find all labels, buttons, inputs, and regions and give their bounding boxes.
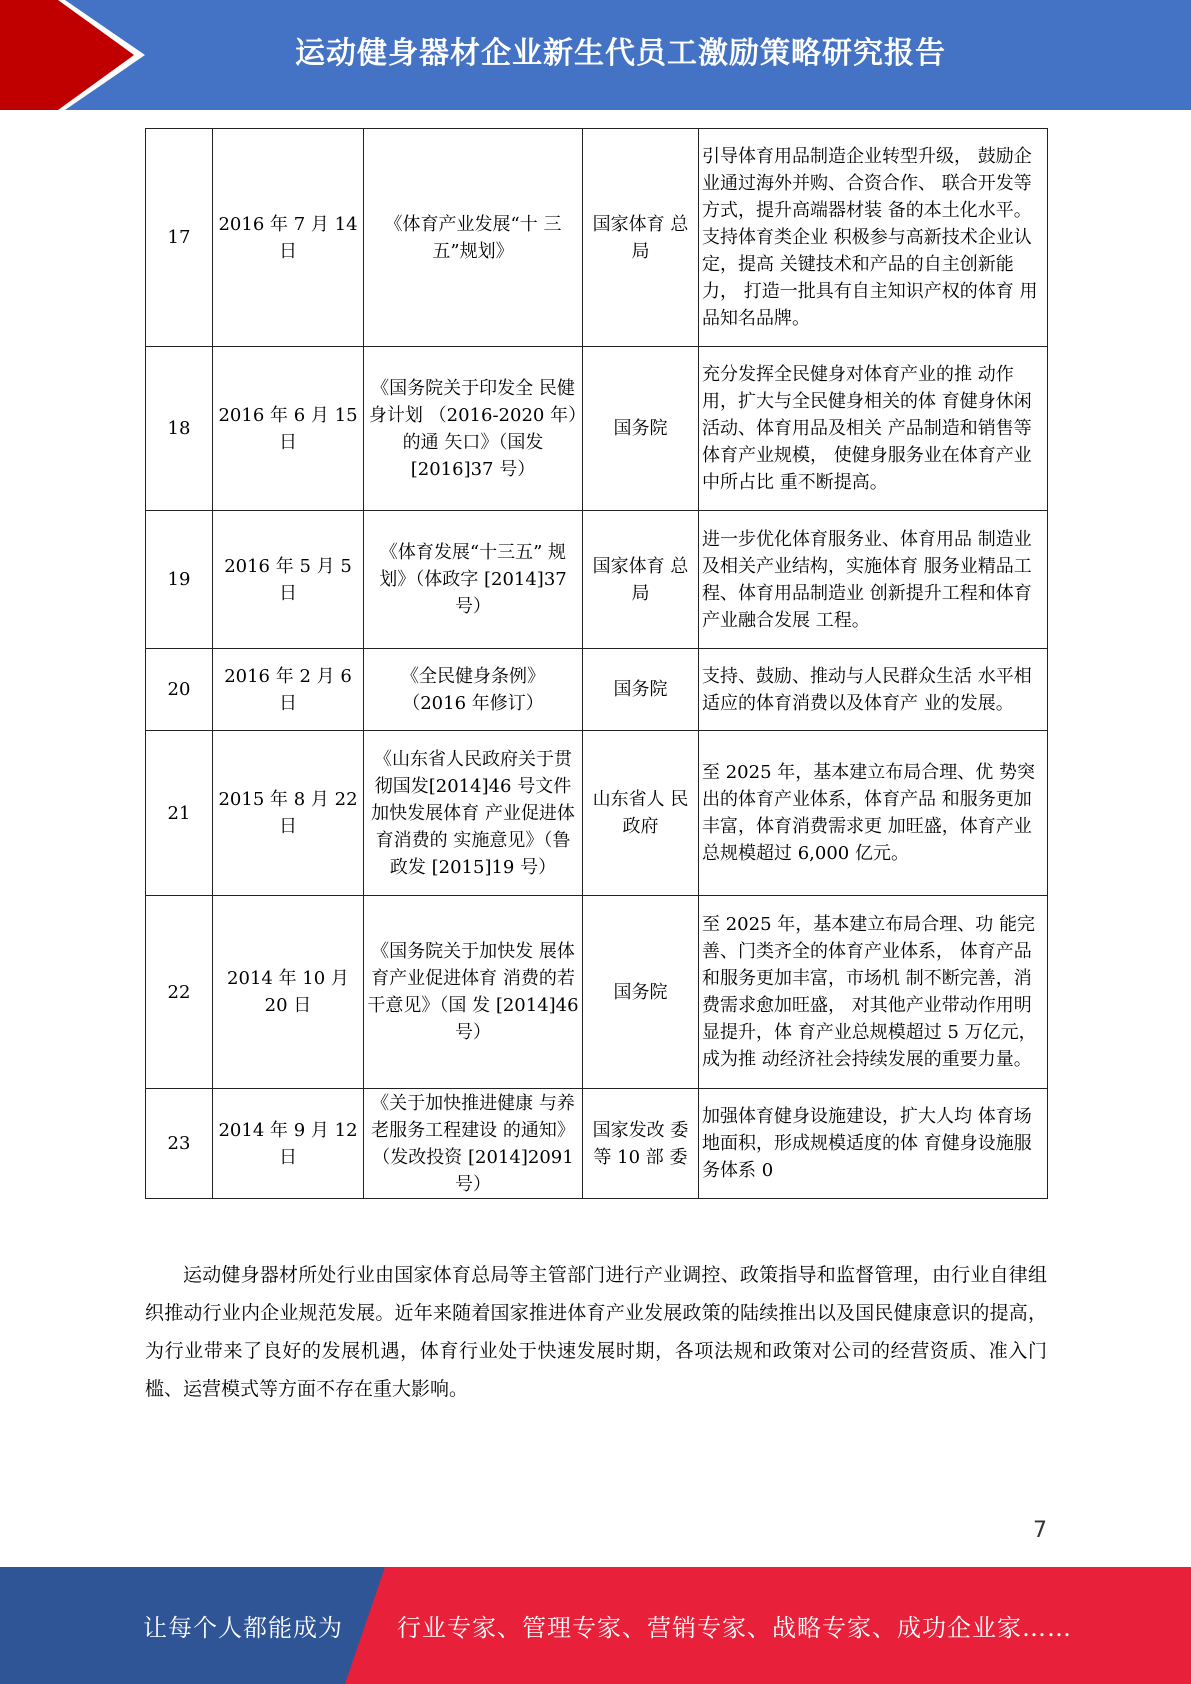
policy-content: 至 2025 年，基本建立布局合理、功 能完善、门类齐全的体育产业体系， 体育产品和服务更加丰富，市场机 制不断完善，消费需求愈加旺盛， 对其他产业带动作用明显提升，体 育产业总规模超过 5 万亿元，成为推 动经济社会持续发展的重要力量。 bbox=[699, 896, 1048, 1089]
policy-document: 《国务院关于加快发 展体育产业促进体育 消费的若干意见》（国 发 [2014]46 号） bbox=[364, 896, 583, 1089]
page-number: 7 bbox=[1033, 1518, 1047, 1543]
issuing-agency: 国家体育 总局 bbox=[583, 511, 699, 649]
row-number: 23 bbox=[146, 1089, 213, 1199]
issue-date: 2016 年 5 月 5 日 bbox=[213, 511, 364, 649]
header-banner bbox=[0, 0, 1191, 110]
issuing-agency: 山东省人 民政府 bbox=[583, 731, 699, 896]
policy-content: 加强体育健身设施建设，扩大人均 体育场地面积，形成规模适度的体 育健身设施服务体系 0 bbox=[699, 1089, 1048, 1199]
table-row bbox=[146, 1089, 1048, 1199]
issue-date: 2014 年 9 月 12 日 bbox=[213, 1089, 364, 1199]
policy-content: 至 2025 年，基本建立布局合理、优 势突出的体育产业体系，体育产品 和服务更加丰富，体育消费需求更 加旺盛，体育产业总规模超过 6,000 亿元。 bbox=[699, 731, 1048, 896]
policy-content: 支持、鼓励、推动与人民群众生活 水平相适应的体育消费以及体育产 业的发展。 bbox=[699, 649, 1048, 731]
policy-document: 《山东省人民政府关于贯彻国发[2014]46 号文件加快发展体育 产业促进体育消费的 实施意见》（鲁政发 [2015]19 号） bbox=[364, 731, 583, 896]
body-paragraph: 运动健身器材所处行业由国家体育总局等主管部门进行产业调控、政策指导和监督管理，由行业自律组织推动行业内企业规范发展。近年来随着国家推进体育产业发展政策的陆续推出以及国民健康意识的提高，为行业带来了良好的发展机遇，体育行业处于快速发展时期，各项法规和政策对公司的经营资质、准入门槛、运营模式等方面不存在重大影响。 bbox=[145, 1264, 1047, 1400]
issuing-agency: 国家体育 总局 bbox=[583, 129, 699, 347]
table-row bbox=[146, 347, 1048, 511]
policy-document: 《全民健身条例》 （2016 年修订） bbox=[364, 649, 583, 731]
policy-document: 《体育产业发展“十 三五”规划》 bbox=[364, 129, 583, 347]
issuing-agency: 国务院 bbox=[583, 896, 699, 1089]
issue-date: 2016 年 6 月 15 日 bbox=[213, 347, 364, 511]
report-title: 运动健身器材企业新生代员工激励策略研究报告 bbox=[295, 36, 946, 71]
policy-content: 充分发挥全民健身对体育产业的推 动作用，扩大与全民健身相关的体 育健身休闲活动、体育用品及相关 产品制造和销售等体育产业规模， 使健身服务业在体育产业中所占比 重不断提高。 bbox=[699, 347, 1048, 511]
row-number: 21 bbox=[146, 731, 213, 896]
footer-banner bbox=[0, 1567, 1191, 1684]
row-number: 17 bbox=[146, 129, 213, 347]
policy-content: 引导体育用品制造企业转型升级， 鼓励企业通过海外并购、合资合作、 联合开发等方式，提升高端器材装 备的本土化水平。支持体育类企业 积极参与高新技术企业认定，提高 关键技术和产品的自主创新能力， 打造一批具有自主知识产权的体育 用品知名品牌。 bbox=[699, 129, 1048, 347]
policy-document: 《体育发展“十三五” 规划》（体政字 [2014]37 号） bbox=[364, 511, 583, 649]
chevron-decoration bbox=[0, 0, 160, 110]
footer-slogan-left: 让每个人都能成为 bbox=[143, 1614, 343, 1642]
policy-document: 《国务院关于印发全 民健身计划 （2016-2020 年）的通 矢口》（国发 [2016]37 号） bbox=[364, 347, 583, 511]
policy-table bbox=[145, 128, 1048, 1199]
table-row bbox=[146, 129, 1048, 347]
table-row bbox=[146, 731, 1048, 896]
table-row bbox=[146, 896, 1048, 1089]
policy-document: 《关于加快推进健康 与养老服务工程建设 的通知》（发改投资 [2014]2091 号） bbox=[364, 1089, 583, 1199]
issuing-agency: 国家发改 委等 10 部 委 bbox=[583, 1089, 699, 1199]
issue-date: 2016 年 2 月 6 日 bbox=[213, 649, 364, 731]
issue-date: 2015 年 8 月 22 日 bbox=[213, 731, 364, 896]
issue-date: 2014 年 10 月 20 日 bbox=[213, 896, 364, 1089]
row-number: 22 bbox=[146, 896, 213, 1089]
issuing-agency: 国务院 bbox=[583, 649, 699, 731]
issuing-agency: 国务院 bbox=[583, 347, 699, 511]
policy-content: 进一步优化体育服务业、体育用品 制造业及相关产业结构，实施体育 服务业精品工程、体育用品制造业 创新提升工程和体育产业融合发展 工程。 bbox=[699, 511, 1048, 649]
row-number: 19 bbox=[146, 511, 213, 649]
table-row bbox=[146, 511, 1048, 649]
issue-date: 2016 年 7 月 14 日 bbox=[213, 129, 364, 347]
footer-slogan-right: 行业专家、管理专家、营销专家、战略专家、成功企业家…… bbox=[397, 1614, 1072, 1642]
table-row bbox=[146, 649, 1048, 731]
row-number: 18 bbox=[146, 347, 213, 511]
row-number: 20 bbox=[146, 649, 213, 731]
